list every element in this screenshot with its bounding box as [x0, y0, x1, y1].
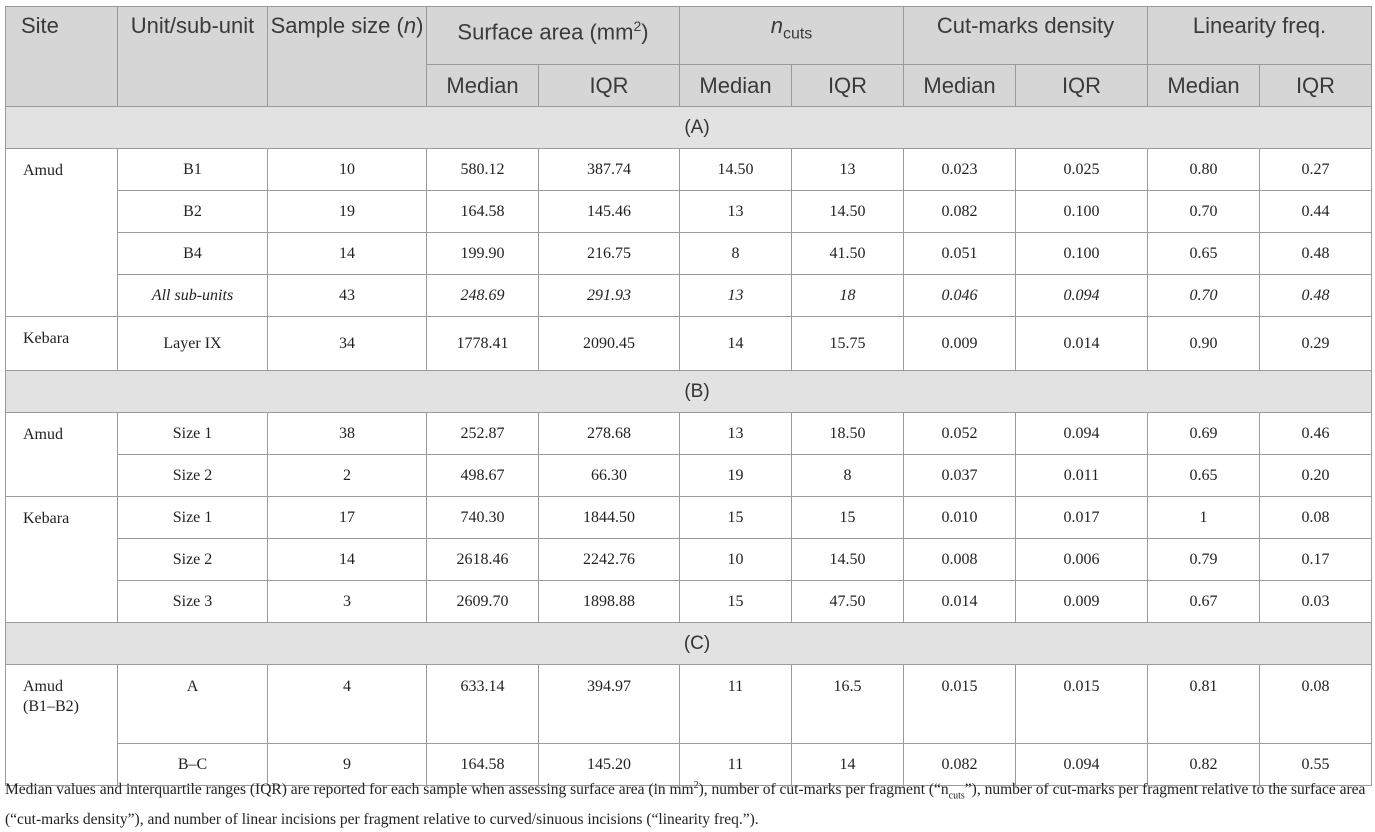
table-row	[6, 497, 1372, 539]
value-cell: 13	[680, 413, 792, 455]
value-cell: 18.50	[792, 413, 904, 455]
footnote-text: Median values and interquartile ranges (IQR) are reported for each sample when assessing surface area (in mm	[5, 781, 694, 799]
value-cell: 15.75	[792, 317, 904, 371]
value-cell: 0.70	[1148, 191, 1260, 233]
header-sample-size	[268, 7, 427, 107]
value-cell: 0.08	[1260, 665, 1372, 744]
footnote-text: ), number of cut-marks per fragment (“n	[698, 781, 949, 799]
value-cell: 0.44	[1260, 191, 1372, 233]
table-row	[6, 665, 1372, 744]
table-row	[6, 539, 1372, 581]
value-cell: 0.023	[904, 149, 1016, 191]
table-row	[6, 413, 1372, 455]
footnote-sub: cuts	[948, 790, 965, 802]
value-cell: 0.67	[1148, 581, 1260, 623]
value-cell: 394.97	[539, 665, 680, 744]
value-cell: 0.006	[1016, 539, 1148, 581]
unit-cell: A	[118, 665, 268, 744]
n-cell: 14	[268, 233, 427, 275]
value-cell: 18	[792, 275, 904, 317]
header-density: Cut-marks density	[904, 7, 1148, 65]
unit-cell: Size 1	[118, 497, 268, 539]
value-cell: 0.20	[1260, 455, 1372, 497]
value-cell: 164.58	[427, 191, 539, 233]
value-cell: 2242.76	[539, 539, 680, 581]
value-cell: 0.65	[1148, 455, 1260, 497]
value-cell: 15	[680, 581, 792, 623]
value-cell: 291.93	[539, 275, 680, 317]
site-cell: Amud	[6, 413, 118, 497]
header-sample-size-n: n	[403, 13, 417, 38]
value-cell: 41.50	[792, 233, 904, 275]
header-unit-label: Unit/sub-unit	[130, 13, 255, 38]
value-cell: 498.67	[427, 455, 539, 497]
header-ncuts-sub: cuts	[782, 25, 813, 43]
value-cell: 0.082	[904, 191, 1016, 233]
value-cell: 740.30	[427, 497, 539, 539]
value-cell: 387.74	[539, 149, 680, 191]
section-row	[6, 371, 1372, 413]
value-cell: 14	[792, 744, 904, 786]
value-cell: 252.87	[427, 413, 539, 455]
value-cell: 14.50	[680, 149, 792, 191]
value-cell: 0.009	[904, 317, 1016, 371]
subheader-iqr: IQR	[539, 65, 680, 107]
table-row	[6, 233, 1372, 275]
subheader-iqr: IQR	[792, 65, 904, 107]
value-cell: 16.5	[792, 665, 904, 744]
value-cell: 0.094	[1016, 275, 1148, 317]
value-cell: 0.48	[1260, 275, 1372, 317]
value-cell: 145.46	[539, 191, 680, 233]
value-cell: 11	[680, 665, 792, 744]
header-sample-size-close: )	[416, 13, 424, 38]
value-cell: 0.90	[1148, 317, 1260, 371]
value-cell: 0.08	[1260, 497, 1372, 539]
table-row	[6, 581, 1372, 623]
subheader-median: Median	[680, 65, 792, 107]
unit-cell: B2	[118, 191, 268, 233]
subheader-median: Median	[1148, 65, 1260, 107]
unit-cell: B1	[118, 149, 268, 191]
header-surface-area-sup: 2	[633, 18, 642, 34]
value-cell: 580.12	[427, 149, 539, 191]
value-cell: 0.051	[904, 233, 1016, 275]
value-cell: 2090.45	[539, 317, 680, 371]
table-row	[6, 317, 1372, 371]
n-cell: 14	[268, 539, 427, 581]
value-cell: 15	[792, 497, 904, 539]
value-cell: 278.68	[539, 413, 680, 455]
value-cell: 0.79	[1148, 539, 1260, 581]
unit-cell: Size 1	[118, 413, 268, 455]
value-cell: 15	[680, 497, 792, 539]
unit-cell: All sub-units	[118, 275, 268, 317]
header-surface-area-close: )	[641, 19, 649, 45]
unit-cell: Layer IX	[118, 317, 268, 371]
table-row	[6, 455, 1372, 497]
unit-cell: B4	[118, 233, 268, 275]
value-cell: 0.82	[1148, 744, 1260, 786]
value-cell: 13	[680, 191, 792, 233]
value-cell: 14	[680, 317, 792, 371]
value-cell: 0.70	[1148, 275, 1260, 317]
value-cell: 13	[792, 149, 904, 191]
section-label: (C)	[6, 623, 1372, 665]
value-cell: 0.100	[1016, 233, 1148, 275]
value-cell: 1	[1148, 497, 1260, 539]
n-cell: 43	[268, 275, 427, 317]
header-sample-size-label: Sample size (	[270, 13, 404, 38]
value-cell: 10	[680, 539, 792, 581]
value-cell: 0.80	[1148, 149, 1260, 191]
value-cell: 0.100	[1016, 191, 1148, 233]
value-cell: 14.50	[792, 539, 904, 581]
value-cell: 1844.50	[539, 497, 680, 539]
n-cell: 2	[268, 455, 427, 497]
section-row	[6, 623, 1372, 665]
header-surface-area	[427, 7, 680, 65]
value-cell: 0.81	[1148, 665, 1260, 744]
header-surface-area-label: Surface area (mm	[457, 19, 634, 45]
value-cell: 216.75	[539, 233, 680, 275]
value-cell: 145.20	[539, 744, 680, 786]
value-cell: 0.017	[1016, 497, 1148, 539]
value-cell: 0.29	[1260, 317, 1372, 371]
section-label: (B)	[6, 371, 1372, 413]
site-cell: Kebara	[6, 497, 118, 623]
value-cell: 0.014	[1016, 317, 1148, 371]
value-cell: 0.025	[1016, 149, 1148, 191]
footnote-text: ”), number of cut-marks per fragment relative to the surface area (“cut-marks density”), and number of linear incisions per fragment relative to curved/sinuous incisions (“linearity freq.”).	[5, 781, 1366, 829]
value-cell: 633.14	[427, 665, 539, 744]
section-label: (A)	[6, 107, 1372, 149]
n-cell: 9	[268, 744, 427, 786]
n-cell: 19	[268, 191, 427, 233]
value-cell: 0.014	[904, 581, 1016, 623]
value-cell: 0.015	[904, 665, 1016, 744]
value-cell: 0.011	[1016, 455, 1148, 497]
section-row	[6, 107, 1372, 149]
site-cell	[6, 665, 118, 786]
subheader-iqr: IQR	[1016, 65, 1148, 107]
n-cell: 17	[268, 497, 427, 539]
value-cell: 0.27	[1260, 149, 1372, 191]
table-header	[6, 7, 1372, 107]
unit-cell: Size 3	[118, 581, 268, 623]
value-cell: 8	[792, 455, 904, 497]
header-site: Site	[6, 7, 118, 107]
value-cell: 1778.41	[427, 317, 539, 371]
unit-cell: Size 2	[118, 455, 268, 497]
value-cell: 0.69	[1148, 413, 1260, 455]
value-cell: 199.90	[427, 233, 539, 275]
value-cell: 0.009	[1016, 581, 1148, 623]
n-cell: 34	[268, 317, 427, 371]
table-row	[6, 149, 1372, 191]
value-cell: 0.037	[904, 455, 1016, 497]
value-cell: 2609.70	[427, 581, 539, 623]
value-cell: 248.69	[427, 275, 539, 317]
unit-cell: B–C	[118, 744, 268, 786]
n-cell: 4	[268, 665, 427, 744]
value-cell: 0.010	[904, 497, 1016, 539]
header-unit	[118, 7, 268, 107]
results-table	[5, 6, 1372, 786]
header-linearity: Linearity freq.	[1148, 7, 1372, 65]
site-subunits: (B1–B2)	[23, 698, 79, 715]
site-name: Amud	[23, 678, 63, 695]
value-cell: 0.48	[1260, 233, 1372, 275]
value-cell: 0.17	[1260, 539, 1372, 581]
value-cell: 0.46	[1260, 413, 1372, 455]
unit-cell: Size 2	[118, 539, 268, 581]
header-ncuts	[680, 7, 904, 65]
table-body	[6, 107, 1372, 786]
subheader-median: Median	[427, 65, 539, 107]
value-cell: 47.50	[792, 581, 904, 623]
value-cell: 0.55	[1260, 744, 1372, 786]
table-footnote	[5, 774, 1373, 832]
subheader-median: Median	[904, 65, 1016, 107]
value-cell: 66.30	[539, 455, 680, 497]
value-cell: 19	[680, 455, 792, 497]
table-row	[6, 191, 1372, 233]
value-cell: 0.052	[904, 413, 1016, 455]
value-cell: 14.50	[792, 191, 904, 233]
value-cell: 0.094	[1016, 744, 1148, 786]
value-cell: 0.03	[1260, 581, 1372, 623]
n-cell: 10	[268, 149, 427, 191]
site-cell: Amud	[6, 149, 118, 317]
n-cell: 38	[268, 413, 427, 455]
header-ncuts-n: n	[770, 13, 783, 38]
value-cell: 0.008	[904, 539, 1016, 581]
value-cell: 0.65	[1148, 233, 1260, 275]
value-cell: 0.046	[904, 275, 1016, 317]
value-cell: 1898.88	[539, 581, 680, 623]
value-cell: 13	[680, 275, 792, 317]
n-cell: 3	[268, 581, 427, 623]
value-cell: 2618.46	[427, 539, 539, 581]
value-cell: 164.58	[427, 744, 539, 786]
value-cell: 8	[680, 233, 792, 275]
table-row-total	[6, 275, 1372, 317]
value-cell: 0.015	[1016, 665, 1148, 744]
value-cell: 0.082	[904, 744, 1016, 786]
subheader-iqr: IQR	[1260, 65, 1372, 107]
value-cell: 11	[680, 744, 792, 786]
value-cell: 0.094	[1016, 413, 1148, 455]
site-cell: Kebara	[6, 317, 118, 371]
footnote-sup: 2	[693, 780, 699, 791]
